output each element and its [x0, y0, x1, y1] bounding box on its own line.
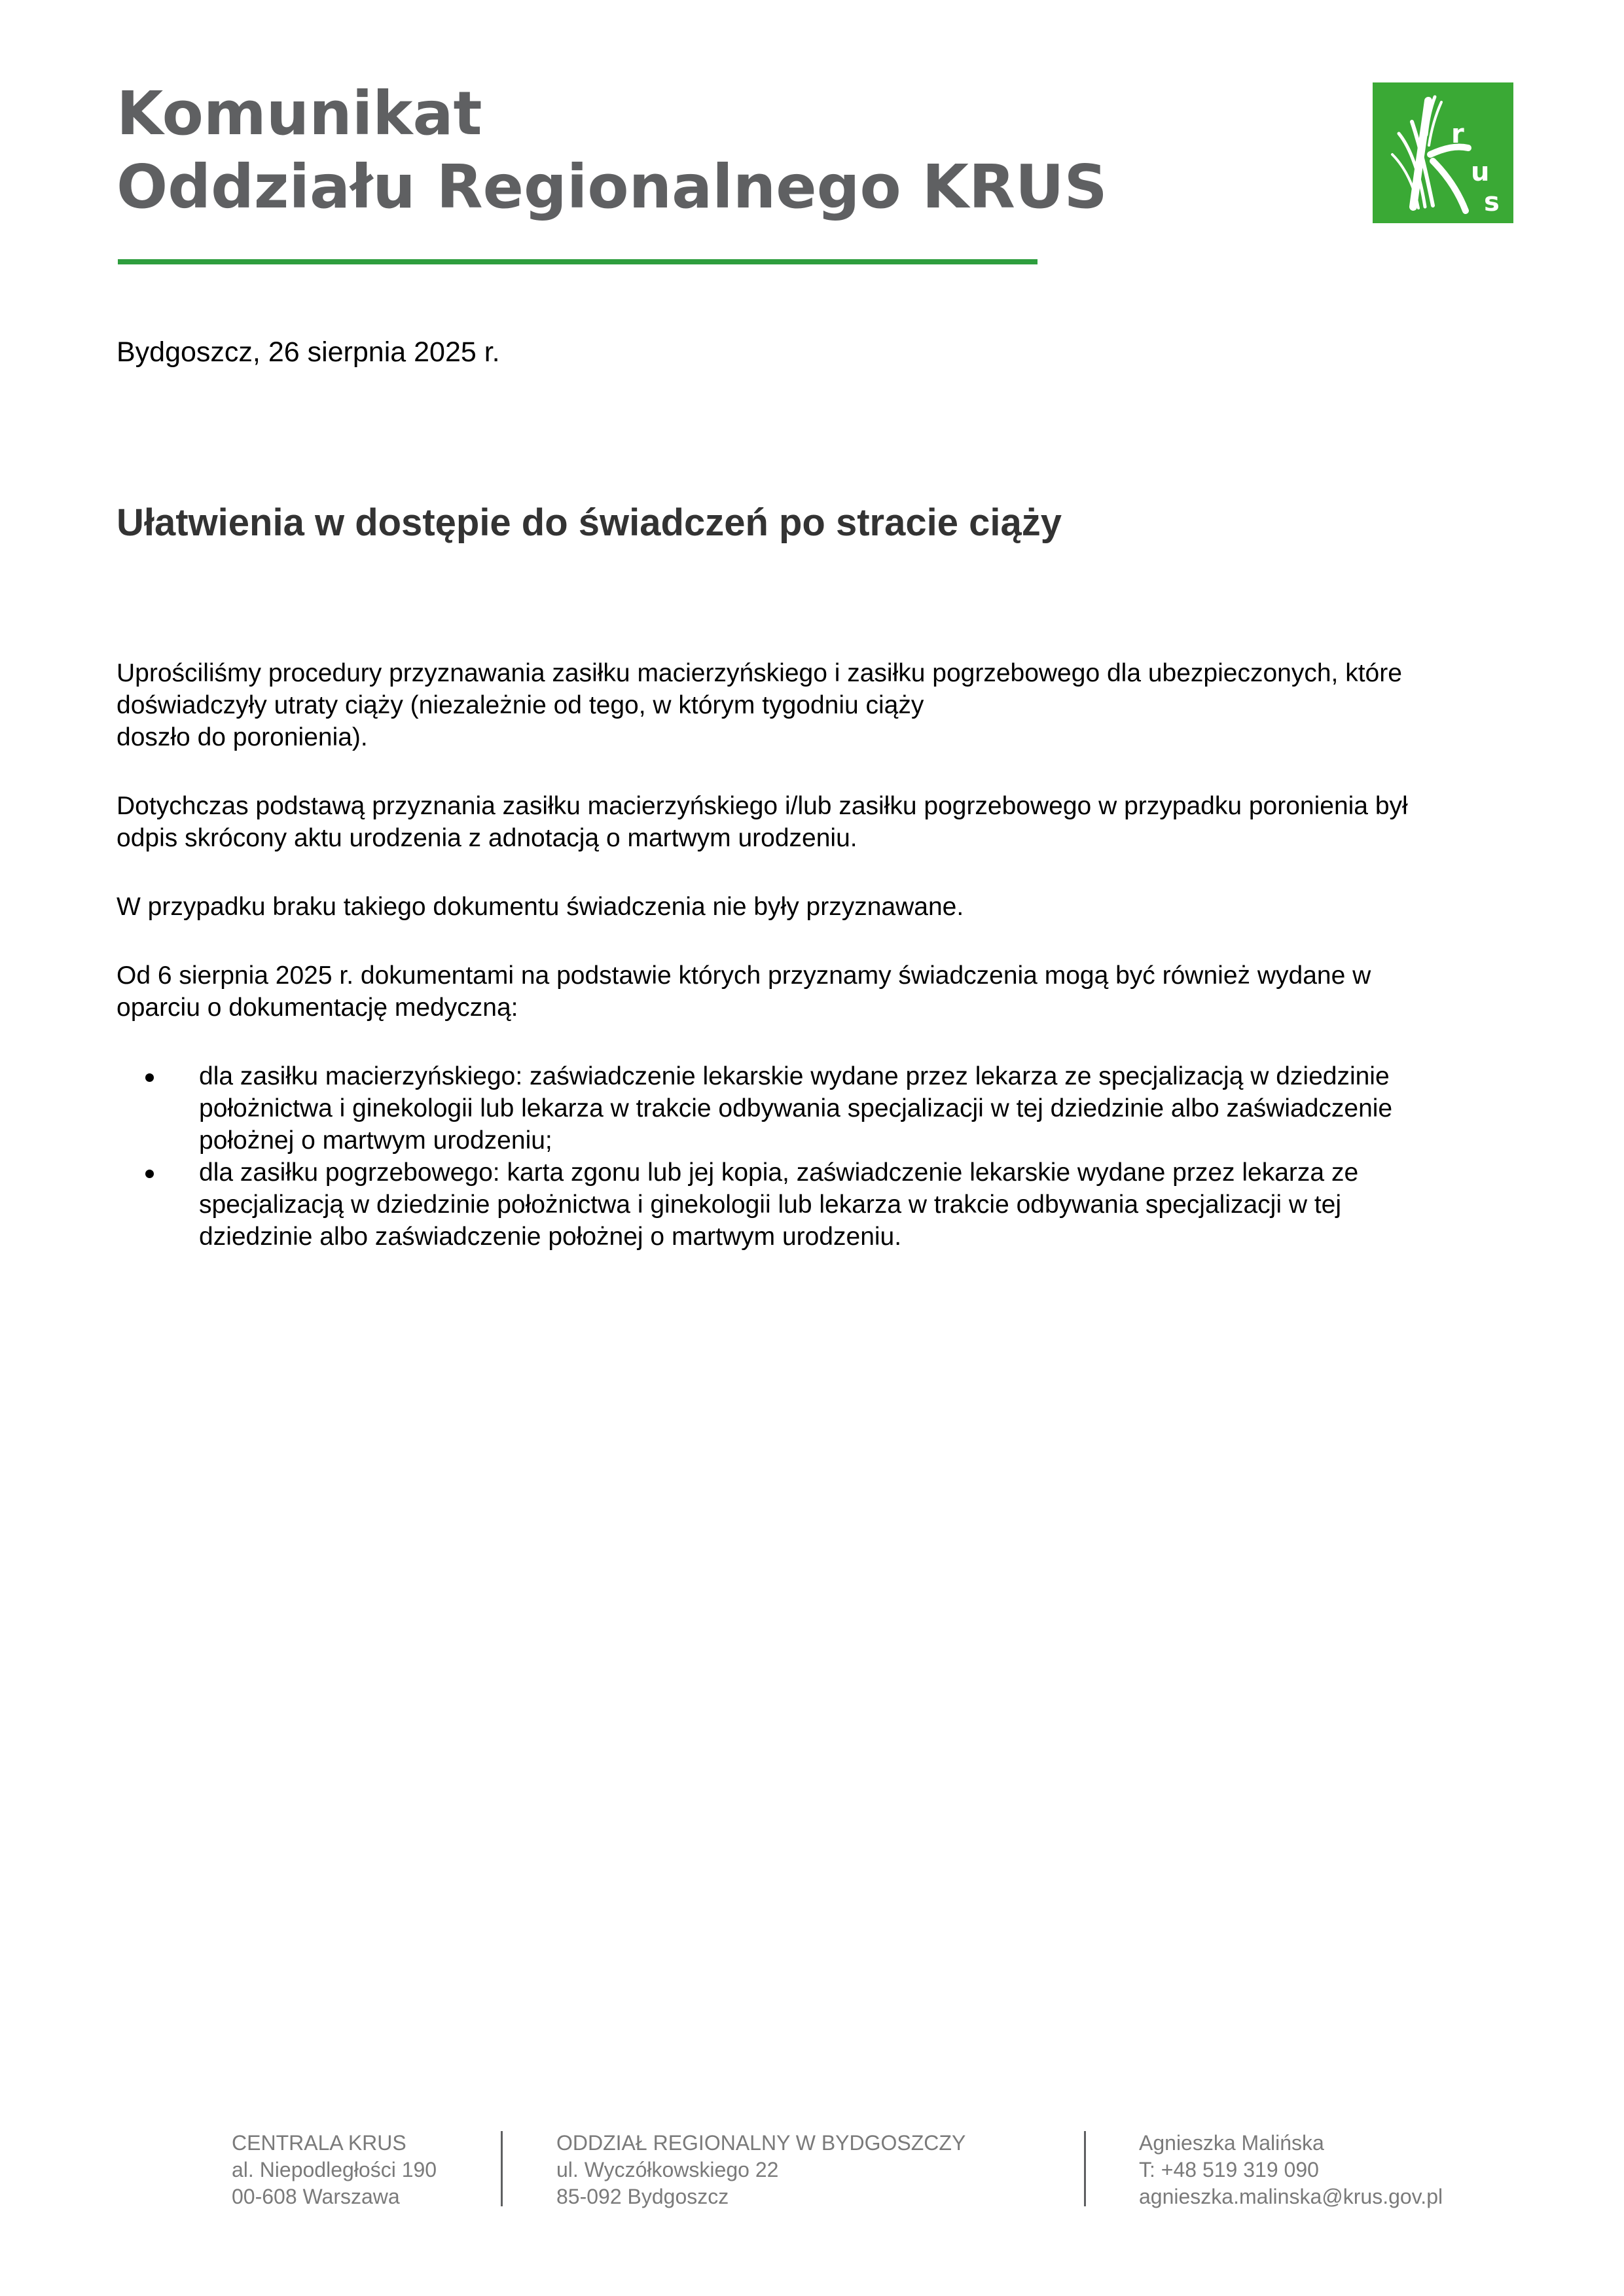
footer-contact-phone: T: +48 519 319 090 [1139, 2158, 1319, 2181]
footer-regional-city: 85-092 Bydgoszcz [556, 2185, 729, 2208]
list-item [117, 1157, 1511, 1253]
footer-regional-name: ODDZIAŁ REGIONALNY W BYDGOSZCZY [556, 2131, 966, 2155]
paragraph-2 [117, 790, 1511, 854]
paragraph-line: oparciu o dokumentację medyczną: [117, 994, 518, 1022]
list-item-line: dla zasiłku pogrzebowego: karta zgonu lub jej kopia, zaświadczenie lekarskie wydane przez lekarza ze [199, 1158, 1359, 1187]
footer-contact-person: Agnieszka Malińska [1139, 2131, 1324, 2155]
bullet-icon [145, 1170, 154, 1178]
document-date: Bydgoszcz, 26 sierpnia 2025 r. [117, 336, 500, 368]
list-item [117, 1060, 1511, 1157]
header-rule [118, 259, 1038, 264]
paragraph-4 [117, 960, 1511, 1024]
document-body [117, 657, 1511, 1253]
logo-letter-s: s [1484, 187, 1500, 217]
document-title [117, 77, 1108, 224]
krus-logo-graphic [1373, 82, 1513, 223]
list-item-line: dziedzinie albo zaświadczenie położnej o martwym urodzeniu. [199, 1223, 902, 1251]
headline: Ułatwienia w dostępie do świadczeń po stracie ciąży [117, 501, 1062, 544]
list-item-line: dla zasiłku macierzyńskiego: zaświadczenie lekarskie wydane przez lekarza ze specjalizacją w dziedzinie [199, 1062, 1390, 1090]
paragraph-line: Od 6 sierpnia 2025 r. dokumentami na podstawie których przyznamy świadczenia mogą być również wydane w [117, 961, 1371, 990]
bullet-icon [145, 1073, 154, 1082]
list-item-line: specjalizacją w dziedzinie położnictwa i ginekologii lub lekarza w trakcie odbywania specjalizacji w tej [199, 1191, 1342, 1219]
footer-central-name: CENTRALA KRUS [232, 2131, 406, 2155]
footer-contact-email[interactable]: agnieszka.malinska@krus.gov.pl [1139, 2185, 1443, 2208]
krus-logo [1373, 82, 1513, 223]
list-item-line: położnictwa i ginekologii lub lekarza w trakcie odbywania specjalizacji w tej dziedzinie albo zaświadczenie [199, 1094, 1393, 1122]
footer-divider [1084, 2131, 1086, 2206]
footer-divider [501, 2131, 503, 2206]
document-list [117, 1060, 1511, 1253]
logo-letter-r: r [1451, 119, 1464, 149]
paragraph-1 [117, 657, 1511, 753]
footer-central-city: 00-608 Warszawa [232, 2185, 400, 2208]
paragraph-line: Dotychczas podstawą przyznania zasiłku macierzyńskiego i/lub zasiłku pogrzebowego w przypadku poronienia był [117, 792, 1408, 820]
title-line-2: Oddziału Regionalnego KRUS [117, 152, 1108, 222]
logo-letter-u: u [1471, 157, 1490, 187]
paragraph-line: Uprościliśmy procedury przyznawania zasiłku macierzyńskiego i zasiłku pogrzebowego dla ubezpieczonych, które [117, 659, 1402, 687]
list-item-line: położnej o martwym urodzeniu; [199, 1126, 552, 1155]
paragraph-line: doszło do poronienia). [117, 723, 368, 751]
paragraph-line: W przypadku braku takiego dokumentu świadczenia nie były przyznawane. [117, 893, 964, 921]
footer-regional [556, 2130, 965, 2210]
footer-contact [1139, 2130, 1443, 2210]
paragraph-line: doświadczyły utraty ciąży (niezależnie od tego, w którym tygodniu ciąży [117, 691, 924, 719]
paragraph-3 [117, 891, 1511, 923]
footer-central [232, 2130, 437, 2210]
paragraph-line: odpis skrócony aktu urodzenia z adnotacją o martwym urodzeniu. [117, 824, 857, 852]
footer-central-street: al. Niepodległości 190 [232, 2158, 437, 2181]
title-line-1: Komunikat [117, 79, 482, 149]
footer-regional-street: ul. Wyczółkowskiego 22 [556, 2158, 779, 2181]
